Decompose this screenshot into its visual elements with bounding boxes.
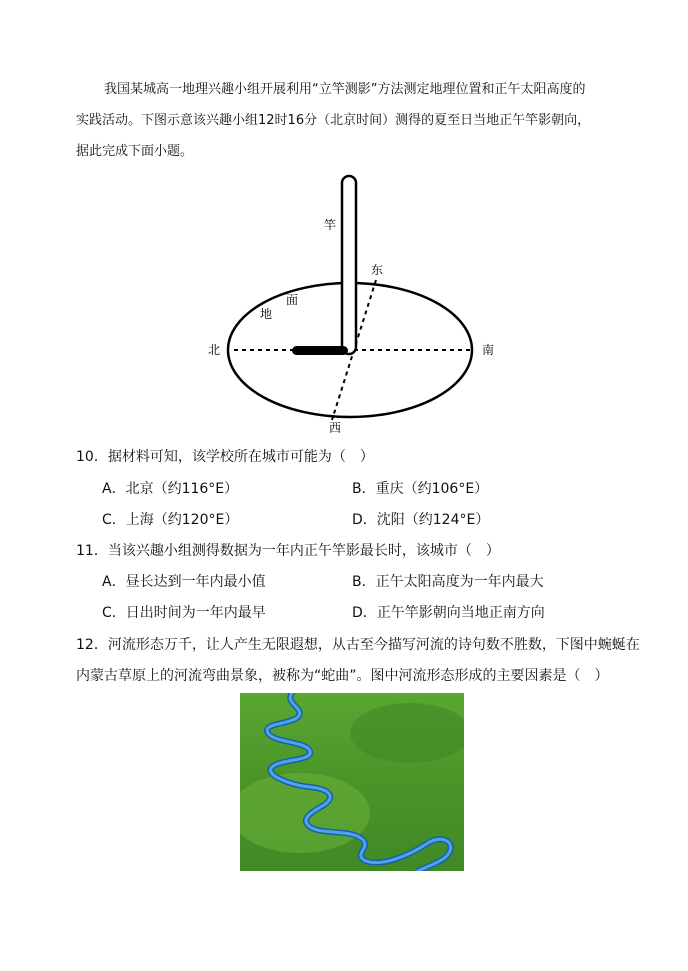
south-label: 南 [482,343,495,357]
intro-line-3: 据此完成下面小题。 [76,144,194,159]
pole [342,176,356,354]
question-11-option-a[interactable]: A．昼长达到一年内最小值 [102,574,266,590]
question-10-stem: 10．据材料可知，该学校所在城市可能为（ ） [76,449,374,465]
question-12-stem-line-2: 内蒙古草原上的河流弯曲景象，被称为“蛇曲”。图中河流形态形成的主要因素是（ ） [76,668,609,684]
east-label: 东 [371,263,384,277]
question-11-option-b[interactable]: B．正午太阳高度为一年内最大 [352,574,544,590]
intro-line-2: 实践活动。下图示意该兴趣小组12时16分（北京时间）测得的夏至日当地正午竿影朝向， [76,113,591,128]
question-10-option-b[interactable]: B．重庆（约106°E） [352,481,489,497]
ground-label-mian: 面 [286,293,299,307]
intro-line-1: 我国某城高一地理兴趣小组开展利用“立竿测影”方法测定地理位置和正午太阳高度的 [104,82,586,97]
question-10-option-d[interactable]: D．沈阳（约124°E） [352,512,490,528]
pole-label: 竿 [324,218,337,232]
west-label: 西 [329,421,342,435]
question-11-option-d[interactable]: D．正午竿影朝向当地正南方向 [352,605,545,621]
pole-shadow [292,346,348,355]
pole-shadow-diagram [200,168,510,438]
question-11-option-c[interactable]: C．日出时间为一年内最早 [102,605,266,621]
meandering-river-photo [240,693,464,871]
question-10-option-c[interactable]: C．上海（约120°E） [102,512,239,528]
question-11-stem: 11．当该兴趣小组测得数据为一年内正午竿影最长时，该城市（ ） [76,543,500,559]
ground-label-di: 地 [260,307,273,321]
north-label: 北 [208,343,221,357]
question-12-stem-line-1: 12．河流形态万千，让人产生无限遐想，从古至今描写河流的诗句数不胜数，下图中蜿蜒在 [76,637,640,653]
question-10-option-a[interactable]: A．北京（约116°E） [102,481,239,497]
intro-paragraph [76,74,644,167]
